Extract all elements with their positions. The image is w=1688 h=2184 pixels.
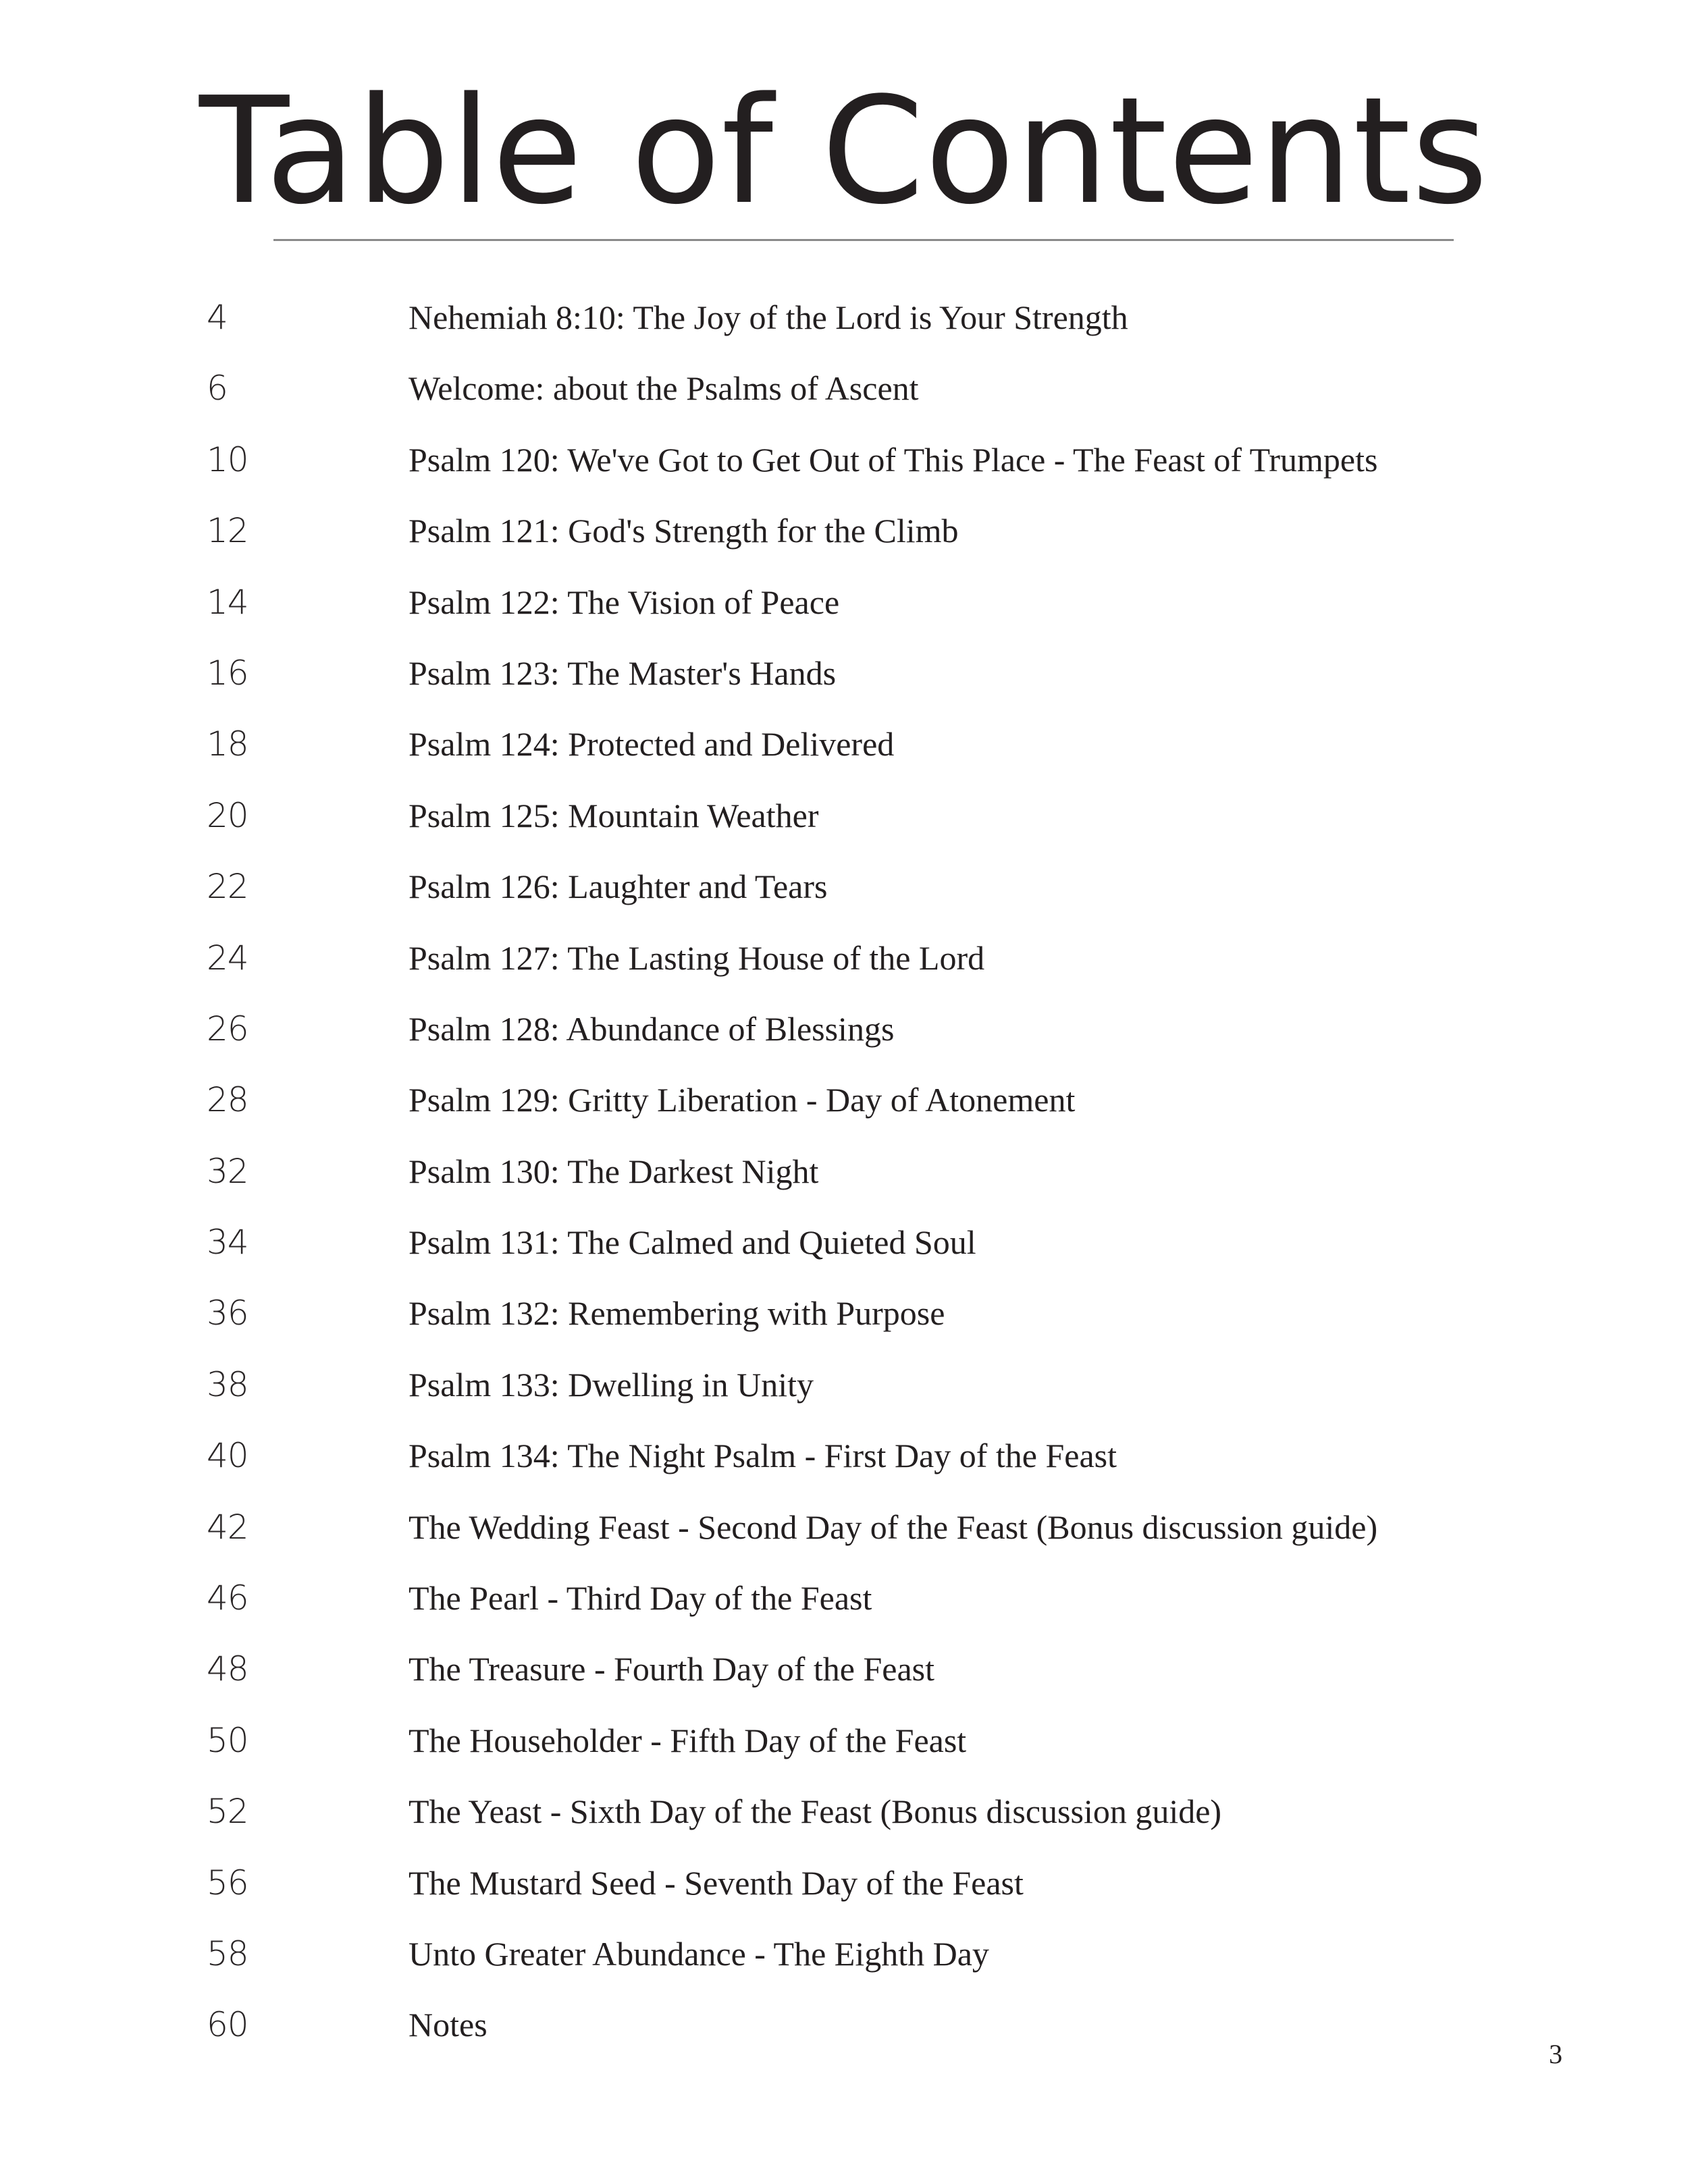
toc-entry-title: The Pearl - Third Day of the Feast	[408, 1579, 872, 1618]
toc-page-number: 40	[207, 1436, 248, 1476]
toc-entry[interactable]	[0, 1420, 1688, 1491]
toc-entry-title: Psalm 134: The Night Psalm - First Day of the Feast	[408, 1437, 1117, 1475]
toc-entry[interactable]	[0, 1705, 1688, 1776]
toc-page-number: 20	[207, 795, 248, 835]
toc-entry[interactable]	[0, 780, 1688, 851]
toc-entry[interactable]	[0, 425, 1688, 496]
toc-page-number: 56	[207, 1863, 248, 1902]
toc-entry[interactable]	[0, 1919, 1688, 1990]
toc-page-number: 52	[207, 1792, 248, 1832]
toc-page-number: 16	[207, 653, 248, 693]
toc-page-number: 36	[207, 1294, 248, 1333]
toc-entry-title: Psalm 127: The Lasting House of the Lord	[408, 938, 985, 977]
toc-page-number: 50	[207, 1720, 248, 1760]
toc-entry[interactable]	[0, 1065, 1688, 1136]
toc-entry[interactable]	[0, 1634, 1688, 1705]
toc-entry[interactable]	[0, 1776, 1688, 1847]
toc-page-number: 26	[207, 1009, 248, 1048]
toc-entry-title: Psalm 130: The Darkest Night	[408, 1152, 819, 1190]
toc-page-number: 14	[207, 582, 248, 622]
toc-page-number: 58	[207, 1934, 248, 1973]
toc-entry-title: The Treasure - Fourth Day of the Feast	[408, 1650, 935, 1688]
toc-page-number: 18	[207, 724, 248, 764]
toc-entry[interactable]	[0, 638, 1688, 709]
toc-page-number: 22	[207, 867, 248, 907]
toc-entry[interactable]	[0, 567, 1688, 638]
toc-entry-title: Psalm 123: The Master's Hands	[408, 654, 837, 692]
toc-entry-title: Psalm 132: Remembering with Purpose	[408, 1294, 945, 1333]
toc-entry-title: The Yeast - Sixth Day of the Feast (Bonus discussion guide)	[408, 1792, 1222, 1831]
toc-entry[interactable]	[0, 1492, 1688, 1563]
toc-page-number: 60	[207, 2005, 248, 2045]
toc-entry[interactable]	[0, 1848, 1688, 1919]
title-divider	[273, 239, 1454, 241]
toc-entry-title: Welcome: about the Psalms of Ascent	[408, 369, 919, 408]
toc-entry[interactable]	[0, 353, 1688, 424]
toc-entry[interactable]	[0, 1278, 1688, 1349]
toc-entry-title: Notes	[408, 2006, 487, 2044]
toc-page-number: 34	[207, 1223, 248, 1262]
toc-entry-title: Psalm 124: Protected and Delivered	[408, 725, 895, 764]
toc-entry[interactable]	[0, 923, 1688, 994]
toc-entry-title: Unto Greater Abundance - The Eighth Day	[408, 1934, 989, 1973]
toc-entry[interactable]	[0, 282, 1688, 353]
toc-page-number: 10	[207, 440, 248, 479]
toc-entry[interactable]	[0, 496, 1688, 566]
page-number: 3	[1549, 2039, 1562, 2069]
toc-entry-title: Psalm 122: The Vision of Peace	[408, 583, 840, 621]
toc-entry-title: Psalm 133: Dwelling in Unity	[408, 1365, 814, 1404]
toc-page-number: 6	[207, 369, 228, 408]
toc-entry-title: Nehemiah 8:10: The Joy of the Lord is Your Strength	[408, 298, 1128, 336]
toc-page-number: 38	[207, 1364, 248, 1404]
toc-page-number: 42	[207, 1507, 248, 1547]
toc-entry-title: The Wedding Feast - Second Day of the Feast (Bonus discussion guide)	[408, 1508, 1378, 1546]
toc-entry-title: Psalm 128: Abundance of Blessings	[408, 1009, 895, 1048]
toc-entry-title: The Householder - Fifth Day of the Feast	[408, 1721, 967, 1759]
toc-entry[interactable]	[0, 851, 1688, 922]
toc-entry-title: Psalm 120: We've Got to Get Out of This Place - The Feast of Trumpets	[408, 440, 1378, 479]
toc-entry-title: Psalm 121: God's Strength for the Climb	[408, 512, 959, 550]
toc-entry-title: Psalm 131: The Calmed and Quieted Soul	[408, 1223, 976, 1262]
toc-entry[interactable]	[0, 1563, 1688, 1634]
toc-entry-title: Psalm 129: Gritty Liberation - Day of Atonement	[408, 1081, 1076, 1119]
toc-page-number: 12	[207, 511, 248, 551]
toc-list	[0, 282, 1688, 2061]
toc-page-number: 4	[207, 298, 228, 337]
toc-entry-title: Psalm 126: Laughter and Tears	[408, 868, 828, 906]
toc-page-number: 46	[207, 1578, 248, 1618]
toc-page-number: 28	[207, 1080, 248, 1120]
page-title: Table of Contents	[199, 66, 1489, 237]
toc-entry-title: The Mustard Seed - Seventh Day of the Feast	[408, 1863, 1024, 1902]
toc-entry[interactable]	[0, 1350, 1688, 1420]
toc-entry-title: Psalm 125: Mountain Weather	[408, 796, 819, 834]
toc-entry[interactable]	[0, 1990, 1688, 2060]
toc-entry[interactable]	[0, 709, 1688, 780]
toc-page-number: 48	[207, 1649, 248, 1689]
toc-page-number: 24	[207, 938, 248, 978]
toc-entry[interactable]	[0, 994, 1688, 1065]
toc-entry[interactable]	[0, 1136, 1688, 1207]
toc-entry[interactable]	[0, 1207, 1688, 1278]
toc-page-number: 32	[207, 1151, 248, 1191]
